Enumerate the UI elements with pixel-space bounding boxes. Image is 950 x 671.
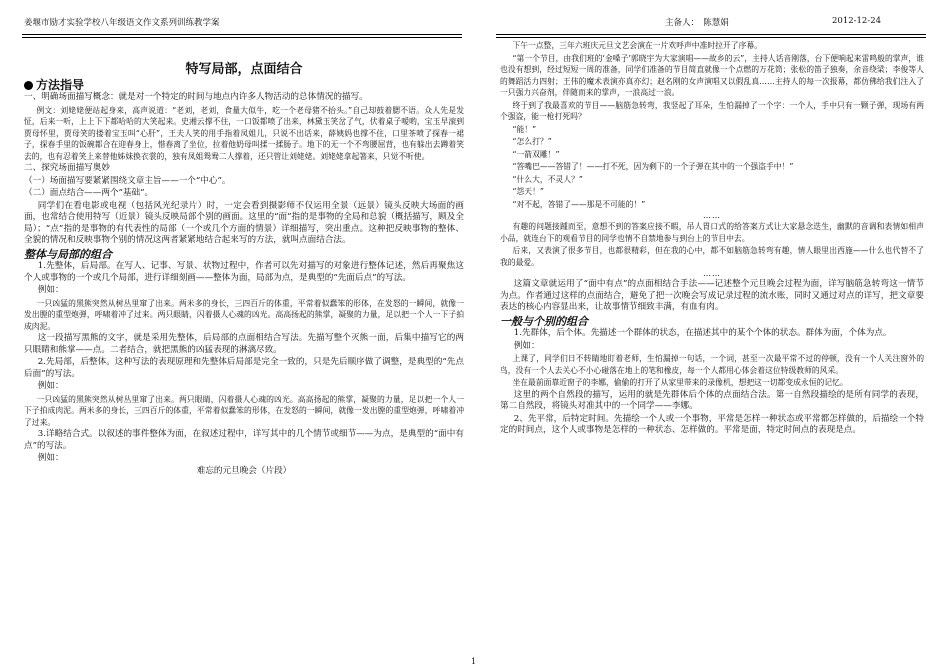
header-rule-left	[22, 34, 462, 38]
paragraph: 2、先平常，后特定时间。先描绘一个人或一个事物，平常是怎样一种状态或平常都怎样做的，后描绘一个特定的时间点，这个人或事物是怎样的一种状态、怎样做的。平常是面，特定时间点的表现是点。	[500, 413, 924, 435]
example-paragraph: 一只凶猛的黑熊突然从树丛里窜了出来。两只眼睛，闪着摄人心魂的凶光。高高扬起的熊掌，凝聚的力量，足以把一个人一下子拍成肉泥。两米多的身长，三四百斤的体重，平常着似蠢笨的形体，在发怒的一瞬间，就像一发出膛的重型炮弹，呼啸着冲了过来。	[24, 394, 464, 427]
example-paragraph: 后来，又表演了很多节目，也都很精彩，但在我的心中，都不如脑筋急转弯有趣，情人眼里出西施——什么也代替不了我的最爱。	[500, 246, 924, 267]
section-heading-whole-part: 整体与局部的组合	[24, 247, 112, 261]
paragraph: 二、探究场面描写奥妙	[24, 163, 110, 173]
section-heading-method	[24, 77, 464, 92]
page-title: 特写局部，点面结合	[185, 62, 303, 77]
dialogue-line: “一箭双雕！”	[512, 149, 560, 159]
example-paragraph: 例文：刘姥姥便站起身来，高声说道：“老刘，老刘，食量大似牛，吃一个老母猪不抬头。”自己却鼓着腮不语。众人先是发怔，后来一听，上上下下都哈哈的大笑起来。史湘云撑不住，一口饭都喷了出来，林黛玉笑岔了气，伏着桌子嗳哟，宝玉早滚到贾母怀里，贾母笑的搂着宝玉叫“心肝”，王夫人笑的用手指着凤姐儿，只说不出话来，薛姨妈也撑不住，口里茶喷了探春一裙子，探春手里的饭碗都合在迎春身上，惜春离了坐位，拉着他奶母叫揉一揉肠子。地下的无一个不弯腰屈背，也有躲出去蹲着笑去的，也有忍着笑上来替他姊妹换衣裳的，独有凤姐鸳鸯二人撑着，还只管让刘姥姥。刘姥姥拿起箸来，只觉不听使。	[24, 105, 464, 161]
ellipsis: ……	[703, 269, 721, 278]
paragraph: （二）面点结合——两个“基础”。	[24, 188, 154, 198]
header-rule-right	[496, 34, 926, 38]
dialogue-line: “能！”	[512, 124, 537, 134]
section-heading-text: 方法指导	[36, 77, 85, 92]
example-title: 难忘的元旦晚会（片段）	[196, 465, 292, 476]
example-paragraph: “第一个节目，由我们班的‘金嗓子’郭晓宇为大家演唱——故乡的云”，主持人话音刚落，台下便响起来雷鸣般的掌声，谁也没有想到，经过短短一周的准备，同学们准备的节目简直就像一个点燃的万花筒；张松的笛子独奏，余音绕梁；李俊等人的舞蹈活力四射；王伟的魔术表演亦真亦幻；赵名刚的女声演唱又以假乱真……主持人的每一次报幕，都仿佛给我们注入了一只强力兴奋剂，伴随而来的掌声，一浪高过一浪。	[500, 53, 924, 97]
paragraph: 这一段描写黑熊的文字，就是采用先整体，后局部的点面相结合写法。先描写整个灭熊一面，后集中描写它的两只眼睛和熊掌——点。二者结合，就把黑熊的凶猛表现的淋漓尽致。	[24, 333, 464, 355]
bullet-icon	[24, 81, 33, 90]
right-column	[500, 40, 924, 438]
dialogue-line: “怨天！”	[512, 187, 544, 196]
paragraph: 3.详略结合式。以叙述的事件整体为面，在叙述过程中，详写其中的几个情节或细节——为点，是典型的“面中有点”的写法。	[24, 429, 464, 451]
dialogue-line: “怎么打？”	[512, 137, 552, 146]
page-number: 1	[471, 657, 477, 666]
paragraph: 这里的两个自然段的描写，运用的就是先群体后个体的点面结合法。第一自然段描绘的是所有同学的表现，第二自然段，将镜头对准其中的一个同学——李娜。	[500, 389, 924, 411]
header-author: 主备人： 陈慧娟	[665, 18, 729, 28]
example-paragraph: 有趣的问题接踵而至，意想不到的答案应接不暇，吊人胃口式的给答案方式让大家悬念迭生，幽默的音调和表情如相声小品，就连台下的观看节目的同学也情不自禁地参与到台上的节目中去。	[500, 222, 924, 243]
paragraph: 例如：	[37, 285, 64, 295]
left-column	[24, 46, 464, 478]
paragraph: 1.先整体，后局部。在写人、记事、写景、状物过程中，作者可以先对描写的对象进行整体记述，然后再聚焦这个人或事物的一个或几个局部，进行详细刻画——整体为面，局部为点，是典型的“先面后点”的写法。	[24, 261, 464, 283]
paragraph: 同学们在看电影或电视（包括风光纪录片）时，一定会看到摄影师不仅运用全景（远景）镜头反映大场面的画面，也常结合使用特写（近景）镜头反映局部个别的画面。这里的“面”指的是事物的全局和总貌（概括描写，顾及全局）；“点”指的是事物的有代表性的局部（一个或几个方面的情景）详细描写，突出重点。这种把反映事物的整体、全貌的情况和反映事物个别的情况这两者紧紧地结合起来写的方法，就叫点面结合法。	[24, 200, 464, 245]
paragraph: （一）场面描写要紧紧围绕文章主旨——一个“中心”。	[24, 175, 231, 186]
paragraph: 例如：	[513, 340, 540, 351]
header-date: 2012-12-24	[832, 16, 882, 26]
example-paragraph: 下午一点整，三年六班庆元旦文艺会演在一片欢呼声中准时拉开了序幕。	[512, 41, 762, 50]
dialogue-line: “答嘴巴——答错了！——打不死，因为剩下的一个子弹在其中的一个强盗手中！”	[512, 162, 794, 171]
paragraph: 一、明确场面描写概念：就是对一个特定的时间与地点内许多人物活动的总体情况的描写。	[24, 92, 368, 102]
example-paragraph: 上课了，同学们日不转睛地盯着老师，生怕漏掉一句话，一个词，甚至一次最平常不过的停顿，没有一个人关注窗外的鸟，没有一个人去关心不小心碰落在地上的笔和橡皮，每一个人都用心体会着这位特级教师的风采。	[500, 354, 924, 375]
example-paragraph: 一只凶猛的黑熊突然从树丛里窜了出来。两米多的身长，三四百斤的体重，平常着似蠢笨的形体，在发怒的一瞬间，就像一发出膛的重型炮弹，呼啸着冲了过来。两只眼睛，闪着摄人心魂的凶光。高高扬起的熊掌，凝聚的力量，足以把一个人一下子拍成肉泥。	[24, 298, 464, 331]
paragraph: 例如：	[37, 453, 64, 463]
ellipsis: ……	[703, 211, 721, 220]
paragraph: 这篇文章就运用了“面中有点”的点面相结合手法——记述整个元旦晚会过程为面，详写脑筋急转弯这一情节为点。作者通过这样的点面结合，避免了把一次晚会写成记录过程的流水账，同时又通过对点的详写，把文章要表达的核心内容显出来，让故事情节细致丰满，有血有肉。	[500, 279, 924, 312]
example-paragraph: 终于到了我最喜欢的节目——脑筋急转弯，我竖起了耳朵，生怕漏掉了一个字：一个人，手中只有一颗子弹，现场有两个强盗，能一枪打死吗？	[500, 100, 924, 121]
paragraph: 1.先群体，后个体。先描述一个群体的状态，在描述其中的某个个体的状态。群体为面，个体为点。	[513, 328, 892, 338]
dialogue-line: “什么大，不灵人？”	[512, 174, 583, 184]
example-paragraph: 坐在最前面靠近窗子的李娜，偷偷的打开了从家里带来的录像机，想把这一切都变成永恒的记忆。	[512, 378, 848, 387]
dialogue-line: “对不起，答错了——那是不可能的！”	[512, 199, 646, 209]
header-school: 姜堰市励才实验学校八年级语文作文系列训练教学案	[24, 18, 220, 28]
paragraph: 例如：	[37, 381, 64, 391]
section-heading-general-individual: 一般与个别的组合	[500, 314, 588, 328]
paragraph: 2.先局部，后整体。这种写法的表现原理和先整体后局部是完全一致的，只是先后顺序做了调整，是典型的“先点后面”的写法。	[24, 357, 464, 379]
